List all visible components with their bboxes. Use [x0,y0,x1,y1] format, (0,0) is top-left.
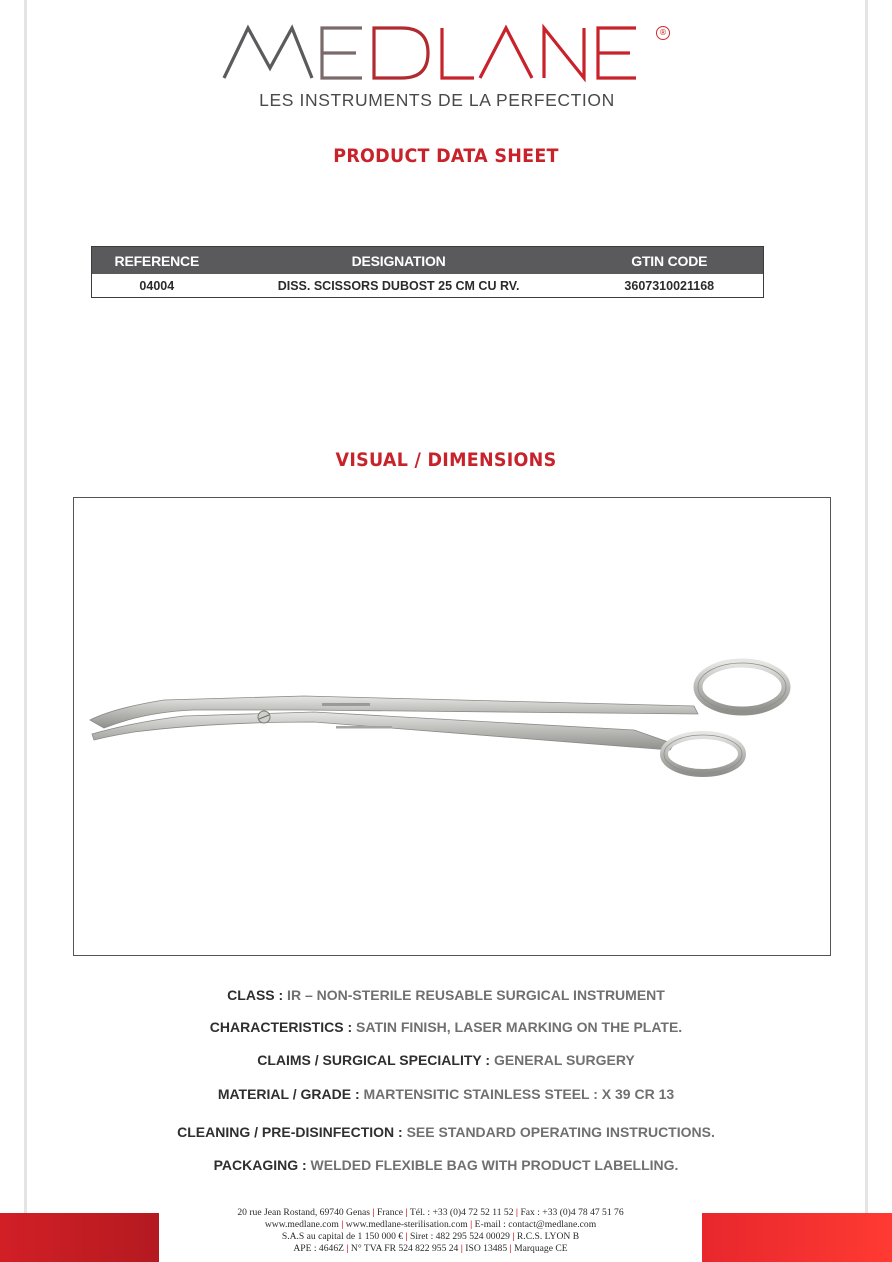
reference-table [91,246,764,298]
footer-line-legal: S.A.S au capital de 1 150 000 € | Siret : 482 295 524 00029 | R.C.S. LYON B [281,1231,580,1242]
spec-label: MATERIAL / GRADE : [217,1086,360,1102]
spec-material [0,1086,892,1102]
spec-value: SEE STANDARD OPERATING INSTRUCTIONS. [402,1124,715,1140]
spec-value: WELDED FLEXIBLE BAG WITH PRODUCT LABELLING. [306,1157,679,1173]
company-footer [159,1207,702,1255]
footer-line-address: 20 rue Jean Rostand, 69740 Genas | France | Tél. : +33 (0)4 72 52 11 52 | Fax : +33 (0)4 78 47 51 76 [237,1207,624,1218]
cell-gtin: 3607310021168 [624,278,715,293]
spec-class [0,987,892,1003]
spec-packaging [0,1157,892,1173]
spec-claims [0,1052,892,1068]
spec-label: CLAIMS / SURGICAL SPECIALITY : [257,1052,491,1068]
scissors-icon [74,498,830,955]
table-row [92,274,763,297]
column-header-gtin: GTIN CODE [631,252,708,269]
spec-cleaning [0,1124,892,1140]
spec-value: GENERAL SURGERY [490,1052,635,1068]
email-link[interactable]: E-mail : contact@medlane.com [474,1219,597,1230]
spec-value: SATIN FINISH, LASER MARKING ON THE PLATE. [352,1019,683,1035]
footer-red-bar-right [702,1213,892,1262]
medlane-logo [222,22,682,117]
spec-label: CHARACTERISTICS : [209,1019,353,1035]
footer-line-web: www.medlane.com | www.medlane-sterilisation.com | E-mail : contact@medlane.com [264,1219,597,1230]
cell-designation: DISS. SCISSORS DUBOST 25 CM CU RV. [277,278,520,293]
footer-line-registration: APE : 4646Z | N° TVA FR 524 822 955 24 | ISO 13485 | Marquage CE [293,1243,568,1254]
registered-mark: ® [656,26,670,40]
column-header-reference: REFERENCE [114,252,200,269]
footer-red-bar-left [0,1213,159,1262]
brand-tagline: LES INSTRUMENTS DE LA PERFECTION [259,90,615,110]
spec-label: PACKAGING : [213,1157,307,1173]
website-link[interactable]: www.medlane.com [264,1219,339,1230]
medlane-wordmark [222,22,652,84]
spec-value: MARTENSITIC STAINLESS STEEL : X 39 CR 13 [359,1086,675,1102]
spec-label: CLASS : [227,987,284,1003]
product-data-sheet-title: PRODUCT DATA SHEET [333,145,559,167]
spec-characteristics [0,1019,892,1035]
sterilisation-website-link[interactable]: www.medlane-sterilisation.com [345,1219,468,1230]
cell-reference: 04004 [139,278,175,293]
column-header-designation: DESIGNATION [351,252,446,269]
table-header [92,247,763,274]
spec-value: IR – NON-STERILE REUSABLE SURGICAL INSTRUMENT [283,987,665,1003]
visual-dimensions-title: VISUAL / DIMENSIONS [335,449,557,471]
spec-label: CLEANING / PRE-DISINFECTION : [177,1124,403,1140]
product-image-frame [73,497,831,956]
